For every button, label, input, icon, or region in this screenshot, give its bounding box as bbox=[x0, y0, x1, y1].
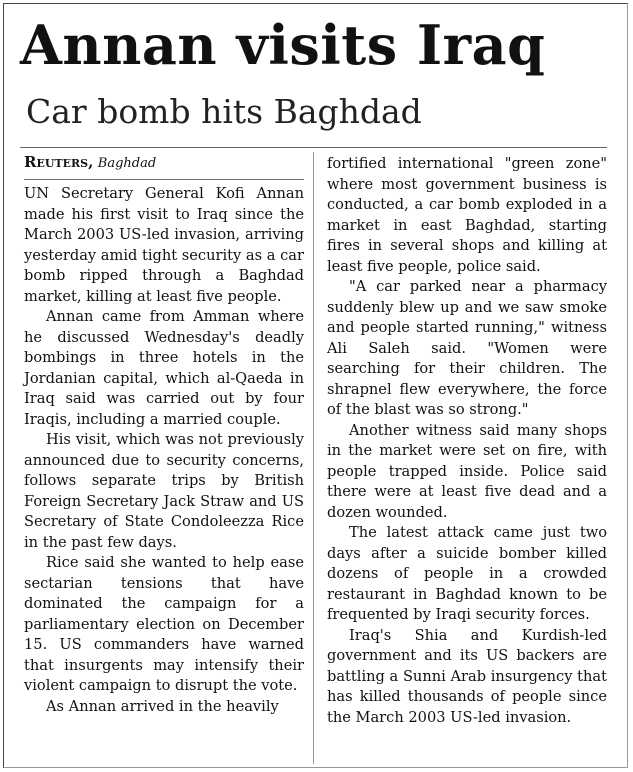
paragraph-continued: fortified international "green zone" where most government business is conducted, a car bomb exploded in a market in east Baghdad, starting fires in several shops and killing at least five people, police said. bbox=[327, 155, 607, 275]
paragraph: His visit, which was not previously announced due to security concerns, follows separate trips by British Foreign Secretary Jack Straw and US Secretary of State Condoleezza Rice in the past few days. bbox=[24, 431, 304, 551]
byline-agency: Reuters, bbox=[24, 153, 94, 171]
byline-rule bbox=[24, 179, 304, 180]
paragraph: Another witness said many shops in the market were set on fire, with people trapped inside. Police said there were at least five dead and a dozen wounded. bbox=[327, 421, 607, 521]
byline bbox=[24, 152, 304, 173]
subheadline: Car bomb hits Baghdad bbox=[26, 92, 422, 131]
paragraph: UN Secretary General Kofi Annan made his first visit to Iraq since the March 2003 US-led invasion, arriving yesterday amid tight security as a car bomb ripped through a Baghdad market, killing at least five people. bbox=[24, 185, 304, 305]
headline: Annan visits Iraq bbox=[20, 13, 546, 77]
column-divider bbox=[313, 152, 314, 764]
headline-rule bbox=[20, 147, 607, 148]
paragraph: Iraq's Shia and Kurdish-led government and its US backers are battling a Sunni Arab insurgency that has killed thousands of people since the March 2003 US-led invasion. bbox=[327, 626, 607, 726]
paragraph: Annan came from Amman where he discussed Wednesday's deadly bombings in three hotels in the Jordanian capital, which al-Qaeda in Iraq said was carried out by four Iraqis, including a married couple. bbox=[24, 308, 304, 428]
paragraph: "A car parked near a pharmacy suddenly blew up and we saw smoke and people started running," witness Ali Saleh said. "Women were searching for their children. The shrapnel flew everywhere, the force of the blast was so strong." bbox=[327, 278, 607, 418]
article-column-left bbox=[24, 152, 304, 717]
byline-location: Baghdad bbox=[97, 156, 157, 171]
paragraph: The latest attack came just two days after a suicide bomber killed dozens of people in a crowded restaurant in Baghdad known to be frequented by Iraqi security forces. bbox=[327, 524, 607, 623]
paragraph: Rice said she wanted to help ease sectarian tensions that have dominated the campaign for a parliamentary election on December 15. US commanders have warned that insurgents may intensify their violent campaign to disrupt the vote. bbox=[24, 554, 304, 694]
article-column-right bbox=[327, 154, 607, 728]
paragraph: As Annan arrived in the heavily bbox=[46, 697, 279, 715]
